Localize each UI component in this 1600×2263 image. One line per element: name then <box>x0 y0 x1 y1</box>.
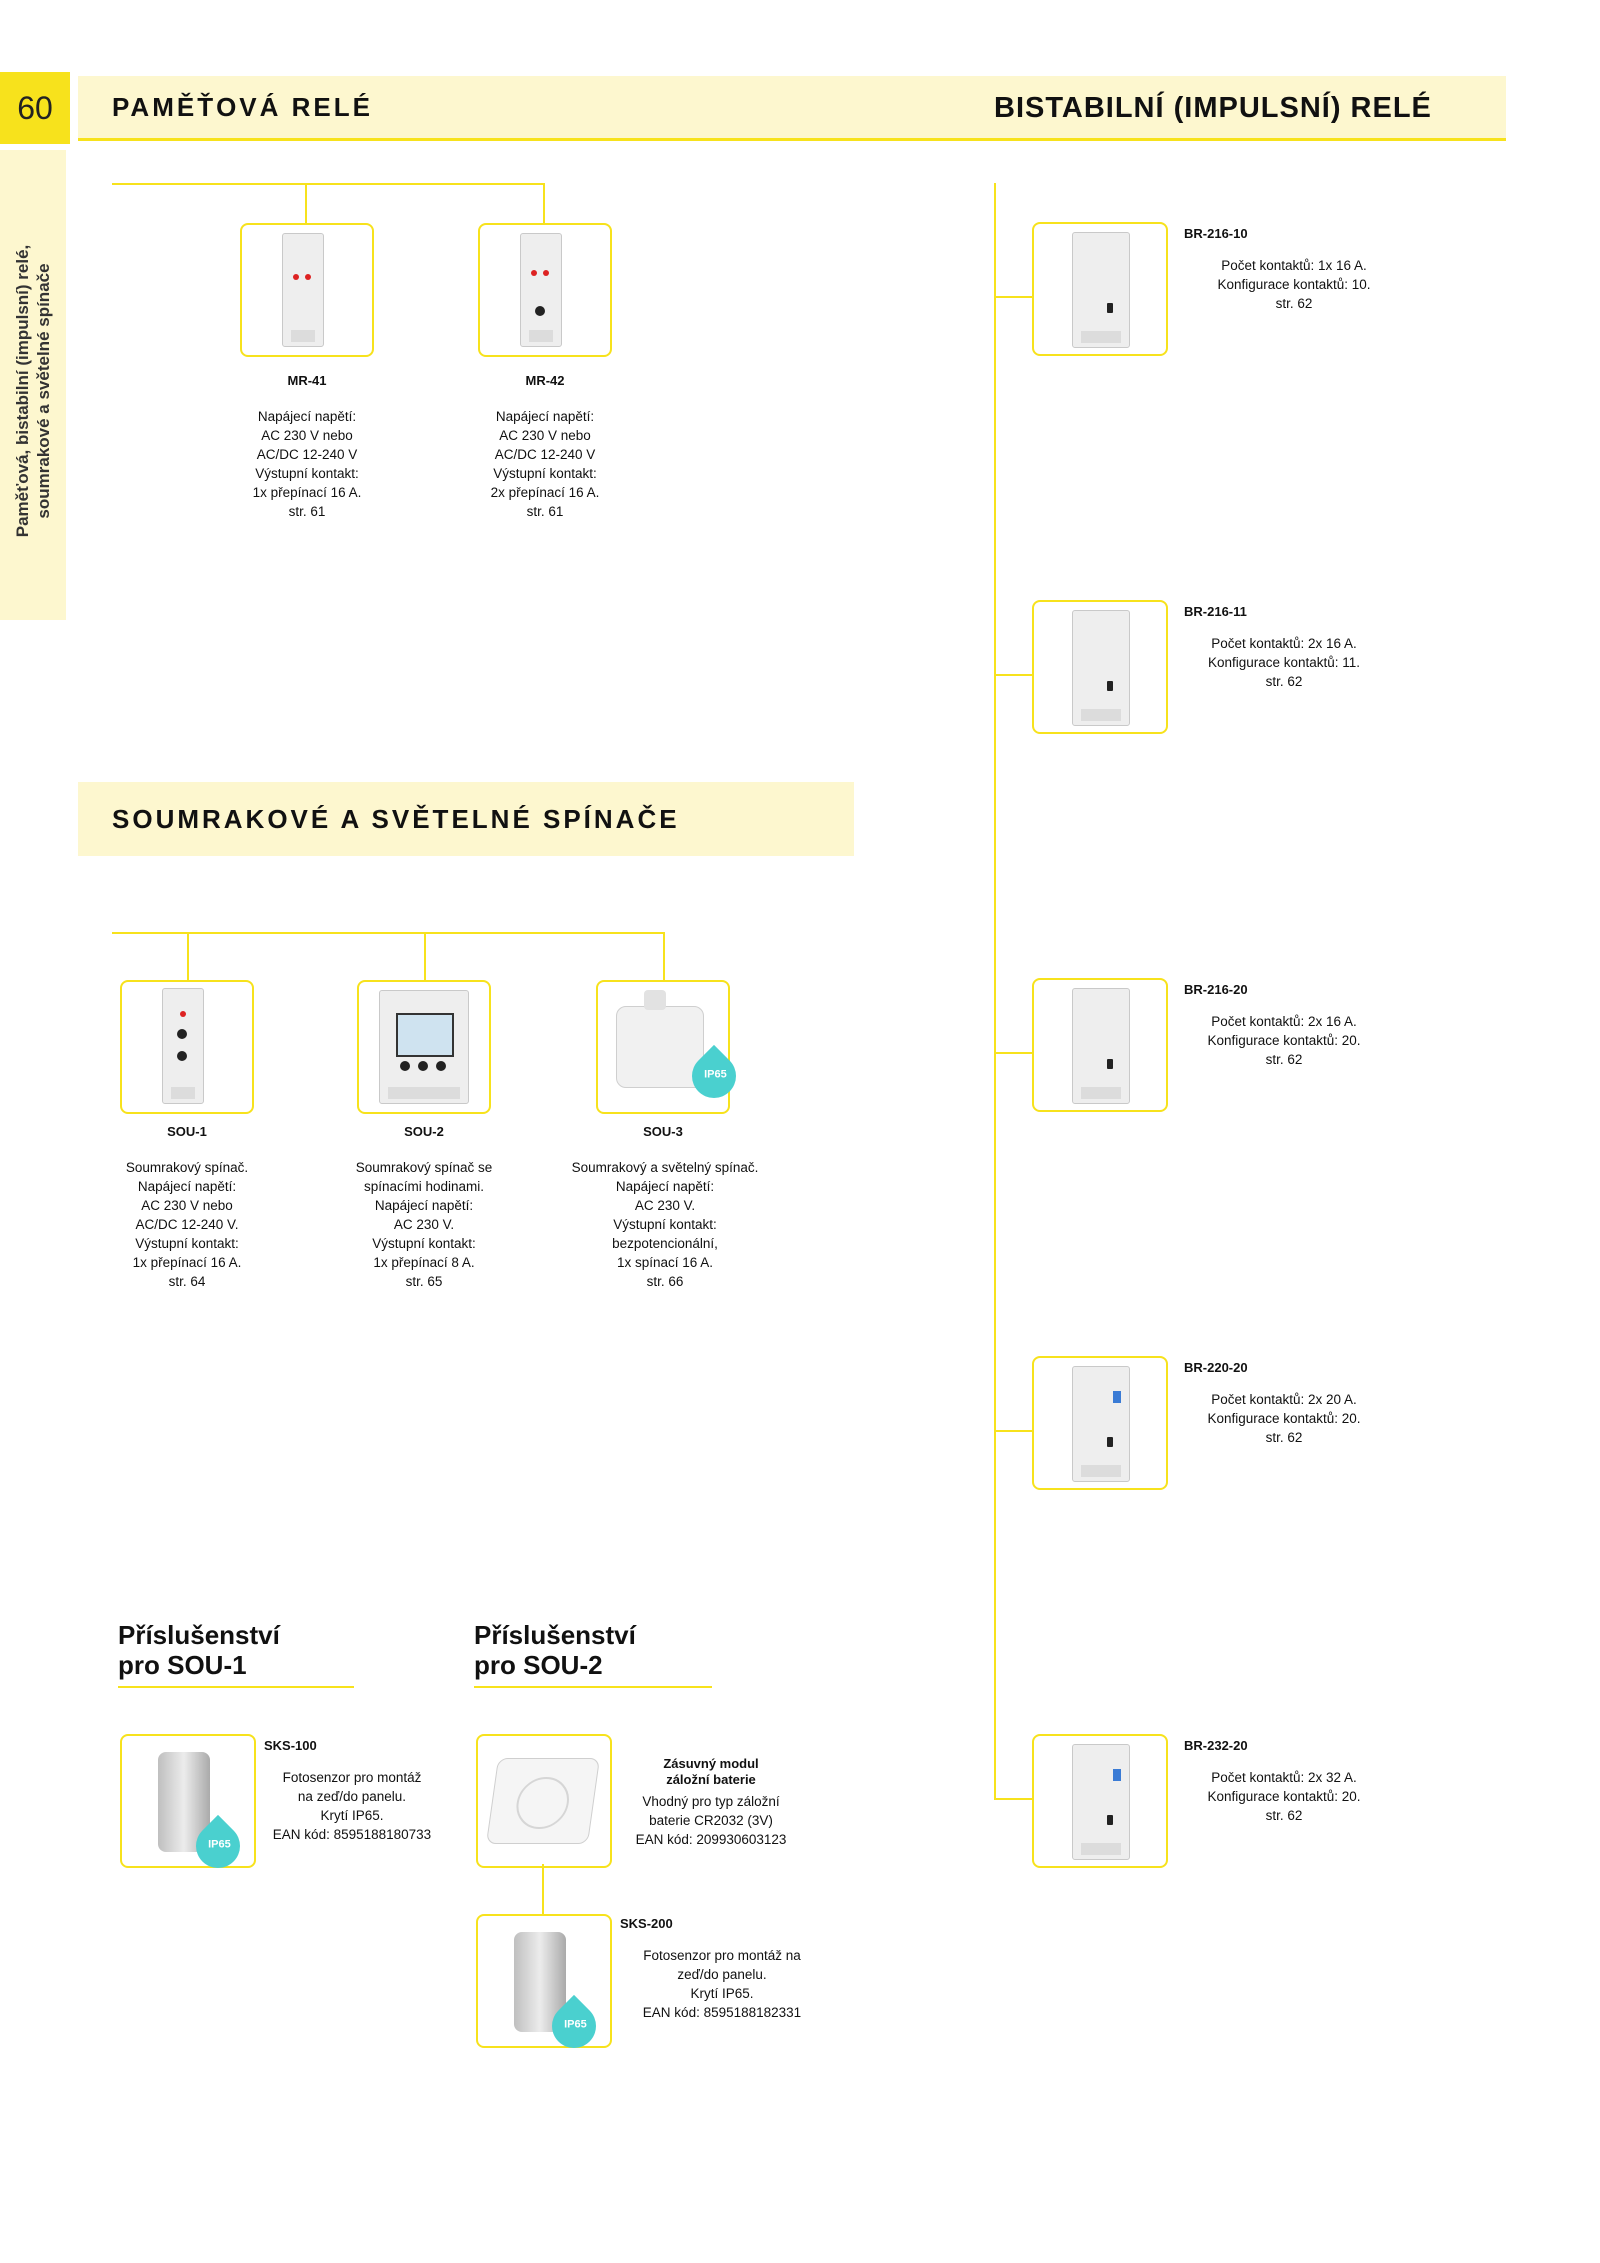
control-knob <box>1107 681 1113 691</box>
twilight-tree-drop-1 <box>187 932 189 980</box>
product-description: Napájecí napětí: AC 230 V nebo AC/DC 12-240 V Výstupní kontakt: 1x přepínací 16 A. str. 61 <box>252 409 362 519</box>
relay-image <box>1072 610 1130 726</box>
terminal-block <box>1081 1087 1121 1099</box>
memory-tree-line <box>112 183 545 185</box>
product-box-mr42[interactable] <box>478 223 612 357</box>
product-description: Počet kontaktů: 1x 16 A. Konfigurace kontaktů: 10. str. 62 <box>1217 258 1371 311</box>
lcd-display <box>396 1013 454 1057</box>
relay-image <box>162 988 204 1104</box>
timer-image <box>379 990 469 1104</box>
product-description: Napájecí napětí: AC 230 V nebo AC/DC 12-240 V Výstupní kontakt: 2x přepínací 16 A. str. 61 <box>490 409 600 519</box>
control-button <box>436 1061 446 1071</box>
model-label: SOU-2 <box>404 1124 444 1139</box>
terminal-block <box>388 1087 460 1099</box>
relay-image <box>1072 1366 1130 1482</box>
battery-slot <box>513 1777 572 1829</box>
terminal-block <box>529 330 553 342</box>
terminal-block <box>1081 1465 1121 1477</box>
model-label: SKS-100 <box>264 1738 317 1753</box>
product-description: Počet kontaktů: 2x 20 A. Konfigurace kontaktů: 20. str. 62 <box>1207 1392 1361 1445</box>
product-box-br232-20[interactable] <box>1032 1734 1168 1868</box>
control-button <box>418 1061 428 1071</box>
header-underline <box>78 138 1506 141</box>
twilight-switches-heading: SOUMRAKOVÉ A SVĚTELNÉ SPÍNAČE <box>112 804 680 834</box>
page-number: 60 <box>0 72 70 144</box>
status-led <box>180 1011 186 1017</box>
product-box-mr41[interactable] <box>240 223 374 357</box>
terminal-block <box>1081 1843 1121 1855</box>
blue-indicator <box>1113 1391 1121 1403</box>
memory-relays-heading: PAMĚŤOVÁ RELÉ <box>112 92 373 122</box>
product-box-br216-10[interactable] <box>1032 222 1168 356</box>
product-box-sou3[interactable] <box>596 980 730 1114</box>
product-description: Počet kontaktů: 2x 16 A. Konfigurace kontaktů: 11. str. 62 <box>1207 636 1361 689</box>
relay-image <box>520 233 562 347</box>
status-led <box>543 270 549 276</box>
bistable-branch-2 <box>994 674 1032 676</box>
accessories-sou2-heading: Příslušenství pro SOU-2 <box>474 1620 636 1680</box>
product-box-br216-11[interactable] <box>1032 600 1168 734</box>
control-knob <box>1107 1059 1113 1069</box>
product-description: Soumrakový spínač se spínacími hodinami. Napájecí napětí: AC 230 V. Výstupní kontakt: 1x přepínací 8 A. str. 65 <box>355 1160 493 1289</box>
bistable-branch-3 <box>994 1052 1032 1054</box>
accessories-sou1-heading: Příslušenství pro SOU-1 <box>118 1620 280 1680</box>
memory-tree-drop-1 <box>305 183 307 223</box>
model-label: Zásuvný modul záložní baterie <box>663 1756 759 1787</box>
accessories-sou2-connector <box>542 1864 544 1916</box>
control-knob <box>1107 303 1113 313</box>
side-tab-label: Paměťová, bistabilní (impulsní) relé, soumrakové a světelné spínače <box>13 244 53 538</box>
status-led <box>293 274 299 280</box>
twilight-tree-line <box>112 932 665 934</box>
relay-image <box>282 233 324 347</box>
product-box-sks200[interactable] <box>476 1914 612 2048</box>
relay-image <box>1072 1744 1130 1860</box>
model-label: SOU-3 <box>643 1124 683 1139</box>
sensor-cap-image <box>644 990 666 1010</box>
model-label: BR-216-11 <box>1184 604 1247 619</box>
product-box-sks100[interactable] <box>120 1734 256 1868</box>
ip65-badge: IP65 <box>208 1838 231 1851</box>
relay-image <box>1072 988 1130 1104</box>
control-knob <box>1107 1815 1113 1825</box>
battery-module-image <box>486 1758 600 1844</box>
product-description: Počet kontaktů: 2x 16 A. Konfigurace kontaktů: 20. str. 62 <box>1207 1014 1361 1067</box>
status-led <box>305 274 311 280</box>
ip65-badge: IP65 <box>564 2018 587 2031</box>
model-label: SKS-200 <box>620 1916 673 1931</box>
bistable-branch-5 <box>994 1798 1032 1800</box>
terminal-block <box>171 1087 195 1099</box>
model-label: MR-41 <box>287 373 327 388</box>
control-button <box>400 1061 410 1071</box>
terminal-block <box>1081 709 1121 721</box>
bistable-branch-1 <box>994 296 1032 298</box>
model-label: SOU-1 <box>167 1124 207 1139</box>
terminal-block <box>291 330 315 342</box>
product-box-br216-20[interactable] <box>1032 978 1168 1112</box>
model-label: BR-216-10 <box>1184 226 1248 241</box>
product-description: Fotosenzor pro montáž na zeď/do panelu. Krytí IP65. EAN kód: 8595188180733 <box>272 1770 432 1842</box>
relay-image <box>1072 232 1130 348</box>
control-knob <box>535 306 545 316</box>
product-box-sou1[interactable] <box>120 980 254 1114</box>
accessories-sou1-underline <box>118 1686 354 1688</box>
product-box-battery-module[interactable] <box>476 1734 612 1868</box>
status-led <box>531 270 537 276</box>
model-label: BR-232-20 <box>1184 1738 1248 1753</box>
twilight-tree-drop-2 <box>424 932 426 980</box>
product-description: Vhodný pro typ záložní baterie CR2032 (3V) EAN kód: 209930603123 <box>635 1794 787 1847</box>
product-box-br220-20[interactable] <box>1032 1356 1168 1490</box>
product-description: Soumrakový a světelný spínač. Napájecí napětí: AC 230 V. Výstupní kontakt: bezpotencionální, 1x spínací 16 A. str. 66 <box>571 1160 759 1289</box>
model-label: BR-216-20 <box>1184 982 1248 997</box>
bistable-tree-trunk <box>994 183 996 1800</box>
product-box-sou2[interactable] <box>357 980 491 1114</box>
side-tab <box>0 150 66 620</box>
ip65-badge: IP65 <box>704 1068 727 1081</box>
bistable-branch-4 <box>994 1430 1032 1432</box>
control-knob <box>177 1029 187 1039</box>
terminal-block <box>1081 331 1121 343</box>
model-label: MR-42 <box>525 373 565 388</box>
product-description: Fotosenzor pro montáž na zeď/do panelu. Krytí IP65. EAN kód: 8595188182331 <box>642 1948 802 2020</box>
twilight-tree-drop-3 <box>663 932 665 980</box>
control-knob <box>1107 1437 1113 1447</box>
accessories-sou2-underline <box>474 1686 712 1688</box>
blue-indicator <box>1113 1769 1121 1781</box>
product-description: Soumrakový spínač. Napájecí napětí: AC 230 V nebo AC/DC 12-240 V. Výstupní kontakt: 1x přepínací 16 A. str. 64 <box>125 1160 249 1289</box>
control-knob <box>177 1051 187 1061</box>
product-description: Počet kontaktů: 2x 32 A. Konfigurace kontaktů: 20. str. 62 <box>1207 1770 1361 1823</box>
memory-tree-drop-2 <box>543 183 545 223</box>
model-label: BR-220-20 <box>1184 1360 1248 1375</box>
bistable-relays-heading: BISTABILNÍ (IMPULSNÍ) RELÉ <box>994 92 1432 124</box>
